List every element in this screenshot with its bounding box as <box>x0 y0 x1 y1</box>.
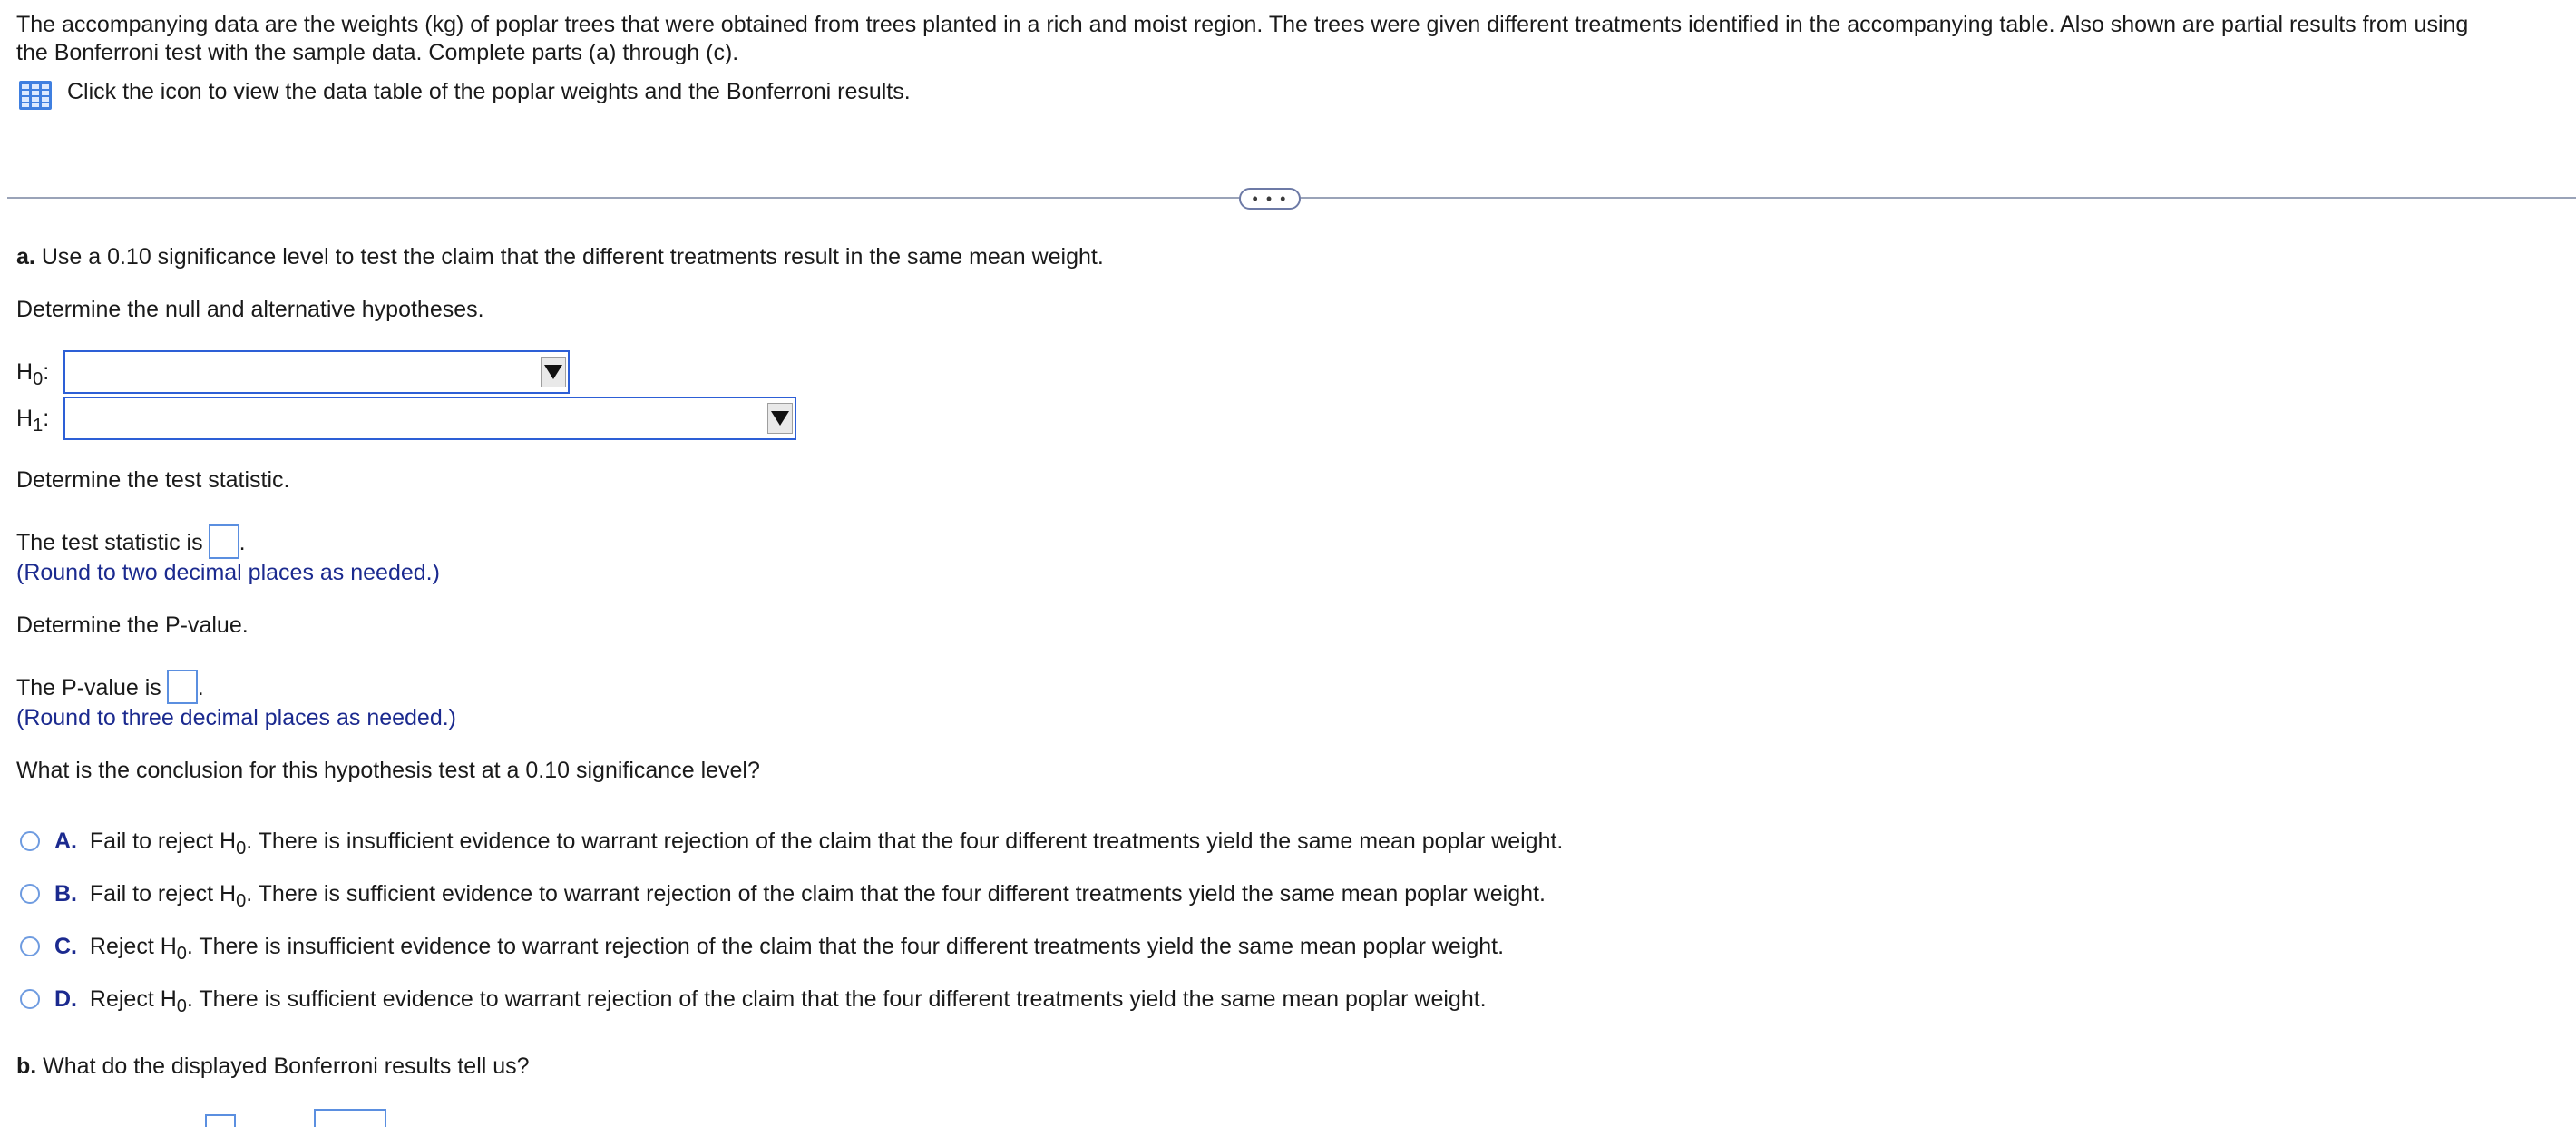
option-a-radio[interactable] <box>20 831 40 851</box>
part-b-question <box>16 1053 530 1081</box>
test-stat-hint: (Round to two decimal places as needed.) <box>16 560 440 585</box>
part-a-question <box>16 243 1104 271</box>
pvalue-hint: (Round to three decimal places as needed.) <box>16 705 457 730</box>
test-stat-prompt: Determine the test statistic. <box>16 467 290 493</box>
h0-label: $H_0$: <box>16 359 50 389</box>
h0-dropdown[interactable] <box>63 350 570 394</box>
data-table-link[interactable]: Click the icon to view the data table of the poplar weights and the Bonferroni results. <box>67 79 911 104</box>
pvalue-prompt: Determine the P-value. <box>16 612 249 638</box>
option-c-radio[interactable] <box>20 936 40 956</box>
pvalue-input[interactable] <box>167 670 198 704</box>
option-d-radio[interactable] <box>20 989 40 1009</box>
pvalue-line: The P-value is . <box>16 670 204 704</box>
conclusion-prompt: What is the conclusion for this hypothesis test at a 0.10 significance level? <box>16 758 760 783</box>
test-stat-input[interactable] <box>209 524 239 559</box>
part-b-input-1[interactable] <box>205 1114 236 1127</box>
h1-dropdown[interactable] <box>63 397 796 440</box>
test-stat-label: The test statistic is <box>16 530 203 555</box>
intro-line-1: The accompanying data are the weights (kg) of poplar trees that were obtained from trees planted in a rich and moist region. The trees were given different treatments identified in the accompanying table. Also shown are partial results from using <box>16 12 2469 37</box>
option-d[interactable]: D. Reject $H_0$. There is sufficient evidence to warrant rejection of the claim that the four different treatments yield the same mean poplar weight. <box>54 986 1487 1016</box>
option-b[interactable]: B. Fail to reject $H_0$. There is sufficient evidence to warrant rejection of the claim that the four different treatments yield the same mean poplar weight. <box>54 881 1546 911</box>
part-b-dropdown[interactable] <box>314 1109 386 1127</box>
part-a-question-text: Use a 0.10 significance level to test the claim that the different treatments result in the same mean weight. <box>41 244 1104 270</box>
option-c[interactable]: C. Reject $H_0$. There is insufficient evidence to warrant rejection of the claim that the four different treatments yield the same mean poplar weight. <box>54 934 1505 964</box>
part-a-label: a. <box>16 244 35 270</box>
test-stat-line: The test statistic is . <box>16 524 246 559</box>
option-a[interactable]: A. Fail to reject $H_0$. There is insufficient evidence to warrant rejection of the claim that the four different treatments yield the same mean poplar weight. <box>54 828 1564 858</box>
more-dots-icon[interactable]: • • • <box>1239 188 1301 210</box>
option-b-radio[interactable] <box>20 884 40 904</box>
dropdown-triangle-icon[interactable] <box>767 403 793 434</box>
h1-label: $H_1$: <box>16 406 50 436</box>
dropdown-triangle-icon[interactable] <box>541 357 566 387</box>
intro-line-2: the Bonferroni test with the sample data. Complete parts (a) through (c). <box>16 40 739 65</box>
hypotheses-prompt: Determine the null and alternative hypotheses. <box>16 297 484 322</box>
pvalue-label: The P-value is <box>16 675 161 701</box>
part-b-label: b. <box>16 1054 37 1079</box>
table-grid-icon[interactable] <box>18 80 53 111</box>
part-b-question-text: What do the displayed Bonferroni results tell us? <box>43 1054 530 1079</box>
problem-intro <box>16 11 2565 67</box>
